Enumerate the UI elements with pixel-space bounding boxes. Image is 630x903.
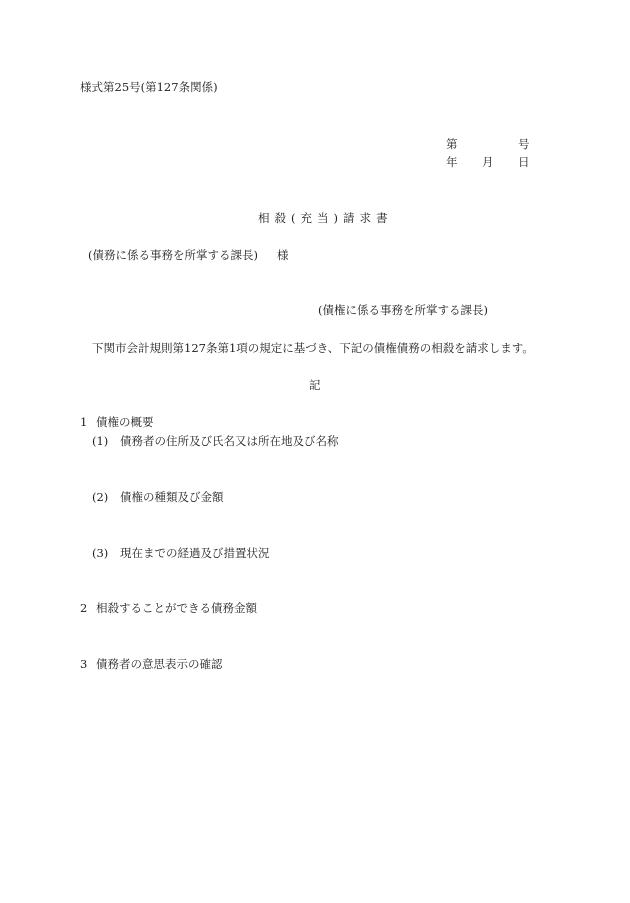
subsection-1-1-label: 債務者の住所及び氏名又は所在地及び名称 (120, 434, 339, 448)
subsection-1-3-number: (3) (92, 546, 109, 560)
section-1-label: 債権の概要 (96, 415, 154, 429)
honorific: 様 (277, 248, 289, 262)
number-go: 号 (518, 137, 530, 151)
section-3-label: 債務者の意思表示の確認 (96, 657, 223, 671)
ki-marker: 記 (309, 378, 321, 392)
form-id: 様式第25号(第127条関係) (80, 80, 218, 94)
document-title: 相殺(充当)請求書 (258, 211, 393, 225)
section-1-number: 1 (80, 415, 88, 429)
subsection-1-1-number: (1) (92, 434, 109, 448)
section-2-number: 2 (80, 601, 88, 615)
subsection-1-3-label: 現在までの経過及び措置状況 (120, 546, 270, 560)
section-2-label: 相殺することができる債務金額 (96, 601, 257, 615)
number-dai: 第 (446, 137, 458, 151)
subsection-1-2-number: (2) (92, 490, 109, 504)
body-text: 下関市会計規則第127条第1項の規定に基づき、下記の債権債務の相殺を請求します。 (92, 341, 534, 355)
date-day: 日 (518, 155, 530, 169)
date-month: 月 (482, 155, 494, 169)
date-year: 年 (446, 155, 458, 169)
sender: (債権に係る事務を所掌する課長) (318, 303, 488, 317)
section-3-number: 3 (80, 657, 88, 671)
addressee: (債務に係る事務を所掌する課長) (88, 248, 258, 262)
subsection-1-2-label: 債権の種類及び金額 (120, 490, 224, 504)
